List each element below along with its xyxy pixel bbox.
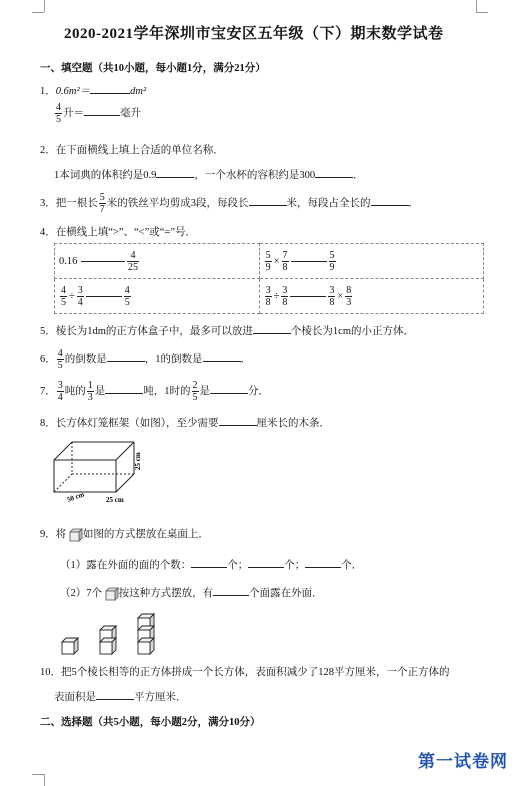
q2-text: ，一个水杯的容积约是300 xyxy=(194,170,316,181)
question-3 xyxy=(40,192,419,215)
q3-text: 米的铁丝平均剪成3段，每段长 xyxy=(106,197,249,209)
stacked-cubes-figure xyxy=(58,610,168,656)
q2-text: 在下面横线上填上合适的单位名称． xyxy=(55,145,224,156)
q10-text: 表面积是 xyxy=(54,692,96,703)
comparison-table xyxy=(54,243,484,314)
fraction: $\frac{5}{7}$ xyxy=(99,192,105,215)
crop-mark xyxy=(32,12,44,13)
fraction: $\frac{3}{8}$ xyxy=(329,284,335,308)
q1-unit: 毫升 xyxy=(120,107,141,119)
question-number: 2． xyxy=(40,145,56,156)
answer-blank[interactable] xyxy=(315,166,353,178)
fraction: $\frac{3}{4}$ xyxy=(57,380,63,403)
answer-blank[interactable] xyxy=(290,296,326,297)
crop-mark xyxy=(476,0,477,12)
answer-blank[interactable] xyxy=(213,584,249,596)
question-1 xyxy=(40,82,146,98)
dimension-label: 25 cm xyxy=(134,452,142,470)
fraction: $\frac{3}{8}$ xyxy=(282,284,288,308)
q9-text: （1）露在外面的面的个数： xyxy=(60,560,192,571)
comparison-cell xyxy=(259,279,483,314)
comparison-cell xyxy=(55,244,260,279)
q7-text: 是 xyxy=(94,385,106,397)
q9-text: 个； xyxy=(227,560,249,571)
comparison-cell xyxy=(259,244,483,279)
question-number: 5． xyxy=(40,326,56,337)
answer-blank[interactable] xyxy=(156,166,194,178)
answer-blank[interactable] xyxy=(191,556,227,568)
q1-text: 升＝ xyxy=(63,107,84,119)
question-9 xyxy=(40,526,209,542)
question-8 xyxy=(40,414,330,430)
q7-text: 是 xyxy=(199,385,210,397)
answer-blank[interactable] xyxy=(86,296,122,297)
crop-mark xyxy=(44,774,45,786)
cube-icon xyxy=(105,587,119,601)
fraction: $\frac{5}{9}$ xyxy=(329,249,335,273)
question-10 xyxy=(40,664,450,679)
q4-text: 在横线上填“>”、“<”或“=”号． xyxy=(55,227,196,238)
fraction: $\frac{5}{9}$ xyxy=(265,249,271,273)
question-2 xyxy=(40,142,224,157)
question-number: 8． xyxy=(40,418,56,429)
q2-text: ． xyxy=(353,170,364,181)
cube xyxy=(62,638,78,654)
q7-text: 吨，1时的 xyxy=(143,385,191,397)
q7-text: 分． xyxy=(248,385,269,397)
answer-blank[interactable] xyxy=(210,382,248,394)
q9-text: 将 xyxy=(55,529,67,540)
fraction: $\frac{3}{8}$ xyxy=(265,284,271,308)
operator: ÷ xyxy=(273,290,280,302)
cuboid-figure xyxy=(50,436,150,504)
answer-blank[interactable] xyxy=(248,556,284,568)
q8-text: 长方体灯笼框架（如图），至少需要 xyxy=(55,418,219,429)
question-number: 10． xyxy=(40,667,61,678)
fraction: $\frac{8}{3}$ xyxy=(346,284,352,308)
section-heading: 二、选择题（共5小题，每小题2分，满分10分） xyxy=(40,717,261,728)
crop-mark xyxy=(476,12,488,13)
fraction: $\frac{4}{25}$ xyxy=(128,249,138,273)
q9-text: 个； xyxy=(284,560,306,571)
q3-text: 米，每段占全长的 xyxy=(286,197,371,209)
answer-blank[interactable] xyxy=(371,194,409,206)
question-number: 3． xyxy=(40,197,56,209)
fraction: $\frac{7}{8}$ xyxy=(282,249,288,273)
value: 0.16 xyxy=(59,255,78,267)
q7-text: 吨的 xyxy=(64,385,86,397)
q6-text: ，1的倒数是 xyxy=(144,353,203,365)
page-title: 2020-2021学年深圳市宝安区五年级（下）期末数学试卷 xyxy=(64,26,444,42)
cube xyxy=(100,638,116,654)
dimension-label: 50 cm xyxy=(65,490,86,504)
q1-text: 0.6m²＝ xyxy=(55,86,91,97)
question-10-line2 xyxy=(54,688,187,704)
q6-text: ． xyxy=(240,353,251,365)
q9-text: 如图的方式摆放在桌面上． xyxy=(82,529,209,540)
question-number: 7． xyxy=(40,385,56,397)
q9-text: 按这种方式摆放，有 xyxy=(118,588,214,599)
answer-blank[interactable] xyxy=(81,261,125,262)
q1-unit: dm² xyxy=(130,86,147,97)
q10-text: 把5个棱长相等的正方体拼成一个长方体，表面积减少了128平方厘米，一个正方体的 xyxy=(61,667,450,678)
operator: × xyxy=(337,290,344,302)
dimension-label: 25 cm xyxy=(106,496,124,504)
fraction: $\frac{4}{5}$ xyxy=(124,284,130,308)
answer-blank[interactable] xyxy=(107,350,145,362)
answer-blank[interactable] xyxy=(203,350,241,362)
question-number: 4． xyxy=(40,227,56,238)
answer-blank[interactable] xyxy=(84,104,120,116)
q10-text: 平方厘米． xyxy=(134,692,187,703)
answer-blank[interactable] xyxy=(90,82,130,94)
question-number: 9． xyxy=(40,529,56,540)
q5-text: 棱长为1dm的正方体盒子中，最多可以放进 xyxy=(55,326,253,337)
cube xyxy=(138,638,154,654)
answer-blank[interactable] xyxy=(105,382,143,394)
question-number: 1． xyxy=(40,86,56,97)
crop-mark xyxy=(32,774,44,775)
q6-text: 的倒数是 xyxy=(64,353,107,365)
fraction: $\frac{4}{5}$ xyxy=(57,348,63,371)
question-number: 6． xyxy=(40,353,56,365)
q9-text: 个． xyxy=(341,560,363,571)
answer-blank[interactable] xyxy=(291,261,327,262)
fraction: $\frac{4}{5}$ xyxy=(61,284,66,308)
fraction: $\frac{1}{3}$ xyxy=(87,380,93,403)
fraction: $\frac{4}{5}$ xyxy=(56,102,61,125)
answer-blank[interactable] xyxy=(249,194,287,206)
q8-text: 厘米长的木条． xyxy=(256,418,330,429)
q5-text: 个棱长为1cm的小正方体． xyxy=(290,326,414,337)
comparison-cell xyxy=(55,279,260,314)
q9-text: 个面露在外面． xyxy=(249,588,323,599)
q3-text: 把一根长 xyxy=(55,197,98,209)
section-heading: 一、填空题（共10小题，每小题1分，满分21分） xyxy=(40,63,266,74)
question-7 xyxy=(40,380,269,403)
q2-text: 1本词典的体积约是0.9 xyxy=(54,170,157,181)
answer-blank[interactable] xyxy=(96,688,134,700)
fraction: $\frac{2}{5}$ xyxy=(192,380,198,403)
answer-blank[interactable] xyxy=(219,414,257,426)
operator: × xyxy=(273,255,280,267)
q3-text: ． xyxy=(408,197,419,209)
answer-blank[interactable] xyxy=(305,556,341,568)
question-2-line xyxy=(54,166,364,182)
question-9-part1 xyxy=(60,556,362,572)
question-6 xyxy=(40,348,251,371)
cube-icon xyxy=(69,528,83,542)
question-5 xyxy=(40,322,414,338)
fraction: $\frac{3}{4}$ xyxy=(77,284,83,308)
question-9-part2 xyxy=(60,584,323,601)
answer-blank[interactable] xyxy=(253,322,291,334)
question-4 xyxy=(40,224,196,239)
crop-mark xyxy=(44,0,45,12)
operator: ÷ xyxy=(69,290,75,302)
site-watermark: 第一试卷网 xyxy=(418,752,508,772)
q9-text: （2）7个 xyxy=(60,588,102,599)
question-1-part2 xyxy=(54,102,141,125)
